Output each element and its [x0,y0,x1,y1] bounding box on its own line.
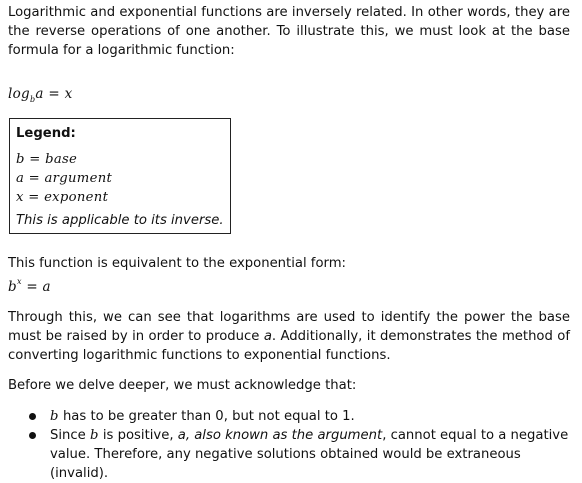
explanation-variable-a: a [263,329,272,344]
explanation-part1: Through this, we can see that logarithms are used to identify the power the base must be raised by in order to produce [8,310,570,344]
bullet1-variable: b [50,409,59,424]
acknowledge-sentence: Before we delve deeper, we must acknowledge that: [8,378,357,393]
exp-superscript: x [16,277,22,286]
legend-item-exponent: x = exponent [16,190,109,205]
explanation-paragraph [8,308,570,365]
legend-box [9,118,231,234]
exponential-formula [8,278,51,298]
legend-item-base: b = base [16,152,78,167]
log-formula [8,85,72,105]
equivalence-sentence: This function is equivalent to the exponential form: [8,256,347,271]
list-item [8,426,570,483]
bullet2-text-end: , cannot equal to a negative value. Therefore, any negative solutions obtained would be extraneous (invalid). [50,428,569,481]
bullet2-variable: b [89,428,99,443]
legend-item-argument: a = argument [16,171,113,186]
list-item [8,407,570,426]
log-word: log [8,86,30,102]
bullet-icon [29,432,36,439]
bullet-icon [29,413,36,420]
bullet2-text-start: Since [50,428,90,443]
intro-paragraph: Logarithmic and exponential functions are inversely related. In other words, they are the reverse operations of one another. To illustrate this, we must look at the base formula for a logarithmic function: [8,5,570,58]
log-formula-rest: a = x [35,86,73,102]
exp-base: b [8,279,17,295]
bullet2-italic-phrase: a, also known as the argument [177,428,383,443]
bullet2-text-middle: is positive, [98,428,178,443]
conditions-list [8,407,570,483]
bullet1-text: has to be greater than 0, but not equal to 1. [58,409,355,424]
explanation-part2: . Additionally, it demonstrates the method of converting logarithmic functions to exponential functions. [8,329,570,363]
log-base-subscript: b [30,95,36,104]
legend-note: This is applicable to its inverse. [16,213,224,228]
legend-heading: Legend: [16,126,76,141]
exp-formula-rest: = a [21,279,51,295]
